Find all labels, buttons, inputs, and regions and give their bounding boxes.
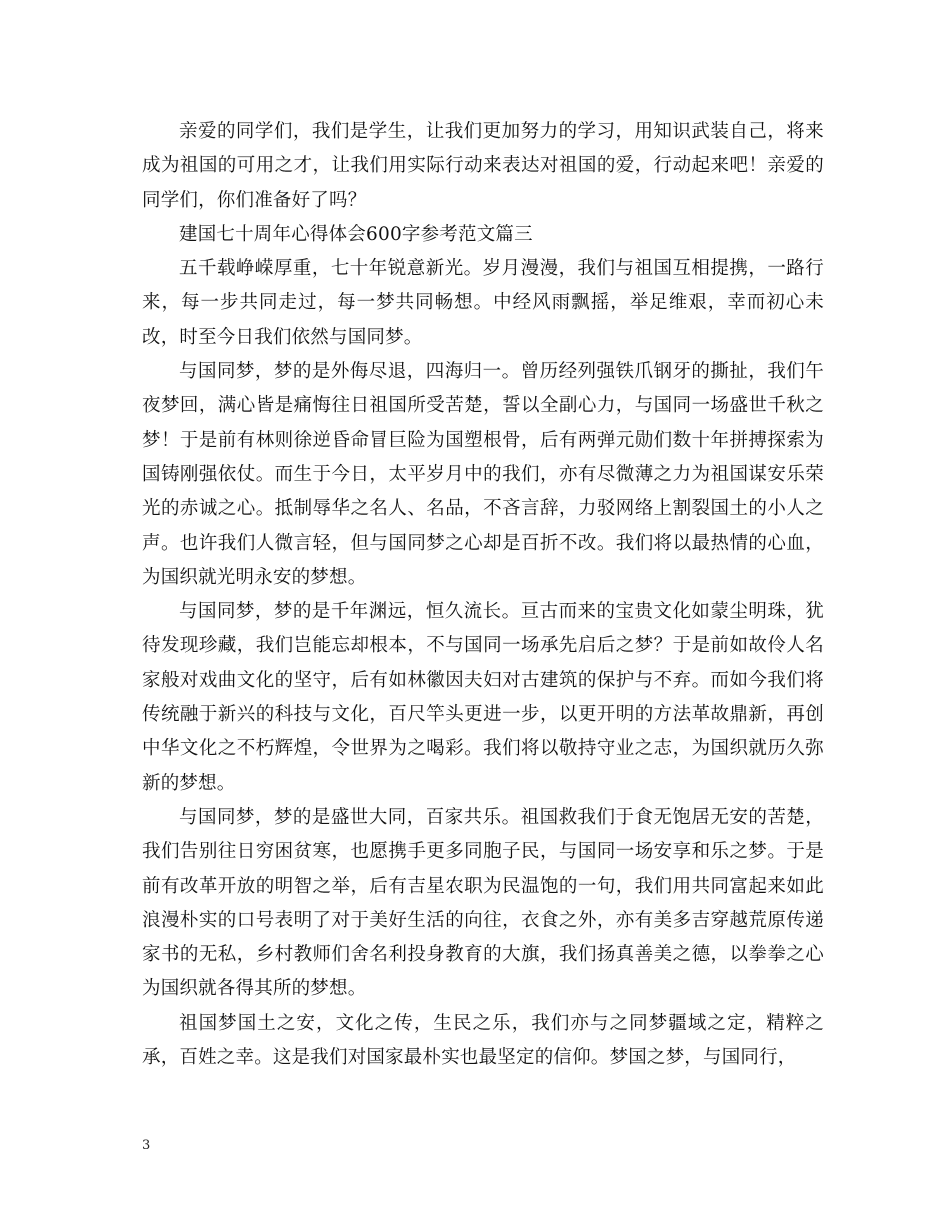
paragraph-dream-prosperity: 与国同梦，梦的是盛世大同，百家共乐。祖国救我们于食无饱居无安的苦楚，我们告别往日穷困贫寒，也愿携手更多同胞子民，与国同一场安享和乐之梦。于是前有改革开放的明智之举，后有吉星农职为民温饱的一句，我们用共同富起来如此浪漫朴实的口号表明了对于美好生活的向往，衣食之外，亦有美多吉穿越荒原传递家书的无私，乡村教师们舍名利投身教育的大旗，我们扬真善美之德，以拳拳之心为国织就各得其所的梦想。 xyxy=(142,806,824,1000)
paragraph-dream-unity: 与国同梦，梦的是外侮尽退，四海归一。曾历经列强铁爪钢牙的撕扯，我们午夜梦回，满心皆是痛悔往日祖国所受苦楚，誓以全副心力，与国同一场盛世千秋之梦！于是前有林则徐逆昏命冒巨险为国塑根骨，后有两弹元勋们数十年拼搏探索为国铸刚强依仗。而生于今日，太平岁月中的我们，亦有尽微薄之力为祖国谋安乐荣光的赤诚之心。抵制辱华之名人、名品，不吝言辞，力驳网络上割裂国土的小人之声。也许我们人微言轻，但与国同梦之心却是百折不改。我们将以最热情的心血，为国织就光明永安的梦想。 xyxy=(142,361,824,588)
paragraph-closing-appeal: 亲爱的同学们，我们是学生，让我们更加努力的学习，用知识武装自己，将来成为祖国的可用之才，让我们用实际行动来表达对祖国的爱，行动起来吧！亲爱的同学们，你们准备好了吗？ xyxy=(142,121,824,211)
article-heading: 建国七十周年心得体会600字参考范文篇三 xyxy=(179,223,533,245)
document-body xyxy=(142,115,824,1075)
paragraph-intro: 五千载峥嵘厚重，七十年锐意新光。岁月漫漫，我们与祖国互相提携，一路行来，每一步共同走过，每一梦共同畅想。中经风雨飘摇，举足维艰，幸而初心未改，时至今日我们依然与国同梦。 xyxy=(142,258,824,348)
page-number: 3 xyxy=(142,1138,151,1153)
paragraph-dream-culture: 与国同梦，梦的是千年渊远，恒久流长。亘古而来的宝贵文化如蒙尘明珠，犹待发现珍藏，我们岂能忘却根本，不与国同一场承先启后之梦？于是前如故伶人名家般对戏曲文化的坚守，后有如林徽因夫妇对古建筑的保护与不弃。而如今我们将传统融于新兴的科技与文化，百尺竿头更进一步，以更开明的方法革故鼎新，再创中华文化之不朽辉煌，令世界为之喝彩。我们将以敬持守业之志，为国织就历久弥新的梦想。 xyxy=(142,601,824,794)
paragraph-conclusion: 祖国梦国土之安，文化之传，生民之乐，我们亦与之同梦疆域之定，精粹之承，百姓之幸。这是我们对国家最朴实也最坚定的信仰。梦国之梦，与国同行， xyxy=(142,1012,824,1069)
